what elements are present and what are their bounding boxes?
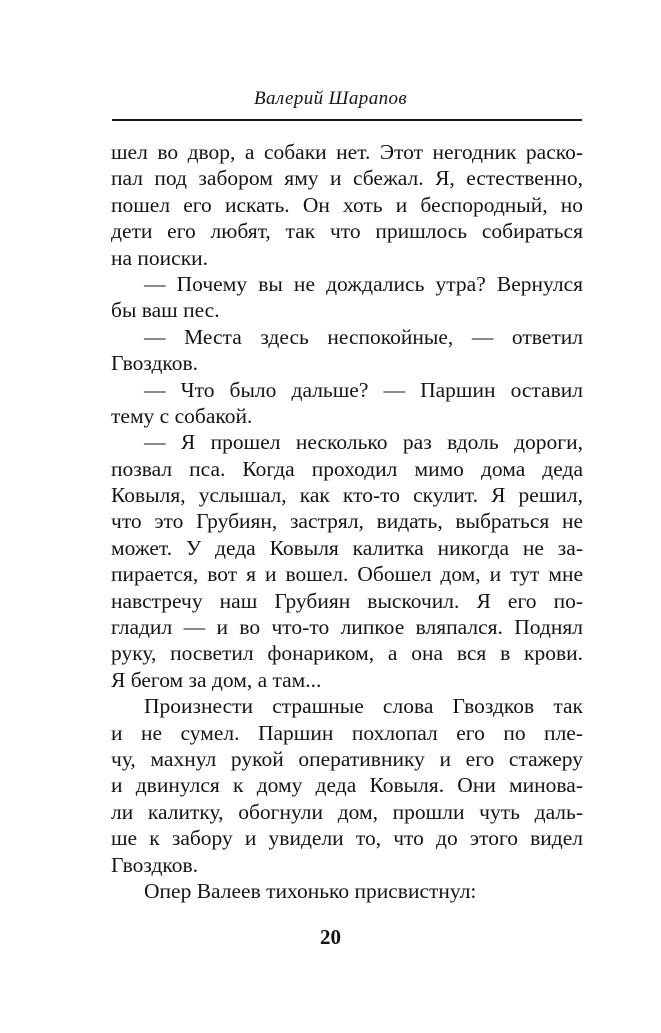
text-line: Гвоздков.: [111, 351, 199, 376]
text-line: на поиски.: [111, 245, 209, 270]
text-line: Произнести страшные слова Гвоздков так: [144, 694, 583, 719]
text-line: гладил — и во что-то липкое вляпался. Поднял: [111, 615, 583, 640]
text-line: и не сумел. Паршин похлопал его по пле-: [111, 720, 583, 745]
text-line: пирается, вот я и вошел. Обошел дом, и тут мне: [111, 562, 583, 587]
text-line: может. У деда Ковыля калитка никогда не за-: [111, 535, 583, 560]
text-line: тему с собакой.: [111, 403, 253, 428]
text-line: ли калитку, обогнули дом, прошли чуть даль-: [111, 799, 583, 824]
text-line: бы ваш пес.: [111, 298, 220, 323]
text-line: — Места здесь неспокойные, — ответил: [144, 324, 583, 349]
text-line: чу, махнул рукой оперативнику и его стажеру: [111, 746, 583, 771]
text-line: Гвоздков.: [111, 852, 199, 877]
text-line: пал под забором яму и сбежал. Я, естественно,: [111, 166, 583, 191]
text-line: Опер Валеев тихонько присвистнул:: [144, 878, 477, 903]
text-line: — Почему вы не дождались утра? Вернулся: [144, 271, 583, 296]
text-line: — Что было дальше? — Паршин оставил: [144, 377, 583, 402]
text-line: дети его любят, так что пришлось собираться: [111, 219, 583, 244]
running-head: Валерий Шарапов: [253, 88, 408, 109]
text-line: что это Грубиян, застрял, видать, выбраться не: [111, 509, 583, 534]
text-line: — Я прошел несколько раз вдоль дороги,: [144, 430, 583, 455]
text-line: и двинулся к дому деда Ковыля. Они минова-: [111, 773, 583, 798]
text-line: шел во двор, а собаки нет. Этот негодник раско-: [111, 140, 583, 164]
text-line: пошел его искать. Он хоть и беспородный, но: [111, 192, 583, 217]
text-line: Я бегом за дом, а там...: [111, 667, 322, 692]
header-rule: [112, 119, 582, 121]
text-line: руку, посветил фонариком, а она вся в крови.: [111, 641, 583, 666]
body-text: [111, 139, 583, 904]
text-line: ше к забору и увидели то, что до этого видел: [111, 826, 583, 851]
text-line: позвал пса. Когда проходил мимо дома деда: [111, 456, 583, 481]
text-line: Ковыля, услышал, как кто-то скулит. Я решил,: [111, 483, 583, 508]
text-line: навстречу наш Грубиян выскочил. Я его по-: [111, 588, 583, 613]
page-number: 20: [320, 925, 341, 949]
